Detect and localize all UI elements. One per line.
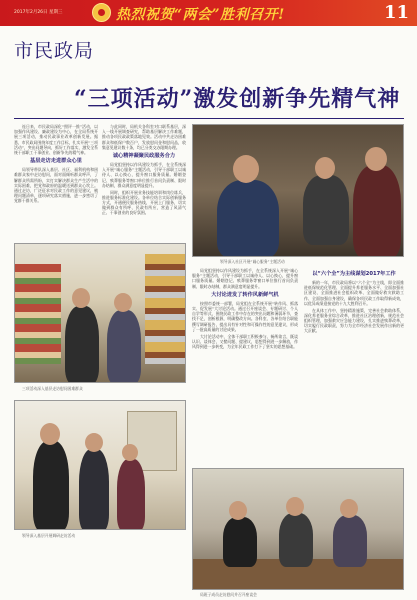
article-paragraph: 同时，组织开展业务技能培训和岗位练兵，推进服务标准化建设。各单位结合实际创新服务方式，开通便民服务热线，开展上门服务，切实做到群众有所呼、民政有所应，营造了风清气正、干事创业的良好氛围。: [102, 189, 186, 216]
section-title: 市民政局: [14, 40, 95, 62]
article-paragraph: 在具体工作中，坚持精准施策，完善社会救助体系，深化养老服务业综合改革，推进社区治理创新，规范社会组织管理，加强救灾应急能力建设，扎实推进殡葬改革，切实履行民政职责，努力为全市经济社会发展作出新的更大贡献。: [304, 307, 404, 334]
article-paragraph: 大讨论活动中，全体干部职工积极参与、畅所欲言，既谈认识、谈体会，又摆问题、提建议，思想得到进一步解放，作风得到进一步转变，为全年民政工作打下了坚实的思想基础。: [192, 333, 298, 349]
article-column-2: [102, 124, 186, 232]
subheading-1: 基层走访走进群众心里: [30, 158, 82, 165]
article-paragraph: 局领导带队深入基层、社区、福利机构和困难群众家中走访慰问，面对面倾听群众呼声，了解群众所需所盼，实打实解决群众生产生活中的实际困难，把党和政府的温暖送到群众心坎上。通过走访，广泛征求对民政工作的意见建议，梳理问题清单，逐项研究落实措施，进一步密切了党群干群关系。: [14, 167, 98, 204]
photo-caption: 领导深入社区开展“诚心服务”主题活动: [220, 259, 285, 264]
photo-caption: 三项活动深入基层走访慰问困难群众: [22, 386, 83, 391]
article-headline: “三项活动”激发创新争先精气神: [74, 86, 401, 112]
subheading-4: 以“六个全”为主线谋划2017年工作: [312, 271, 396, 277]
article-paragraph: 局党组坚持以作风建设为抓手，在全系统深入开展“诚心服务”主题活动，引导干部职工以诚待人、以心换心，提升窗口服务质量。婚姻登记、殡葬服务等窗口单位推行首问负责制、限时办结制，群众满意度明显提升。: [192, 268, 298, 289]
subheading-3: 大讨论迸发了转作风新鲜气机: [211, 291, 279, 298]
photo-store-visit: [14, 243, 186, 383]
photo-caption: 局班子成员走访慰问并召开座谈会: [200, 592, 257, 597]
article-column-1: [14, 124, 98, 236]
party-emblem-icon: [92, 3, 111, 22]
headline-divider: [14, 118, 404, 119]
article-paragraph: 局党组坚持以作风建设为抓手，在全系统深入开展“诚心服务”主题活动，引导干部职工以诚待人、以心换心，提升窗口服务质量。婚姻登记、殡葬服务等窗口单位推行首问负责制、限时办结制，群众满意度明显提升。: [102, 162, 186, 188]
article-paragraph: 新的一年，市民政局将以“六个全”为主线，即全面推进低保规范化管理、全面提升养老服务水平、全面加强社区建设、全面推进社会组织改革、全面做好救灾救助工作、全面加强自身建设，确保各项民政工作取得新成效，以优异成绩迎接党的十九大胜利召开。: [304, 280, 404, 306]
issue-date: 2017年2月26日 星期三: [14, 10, 63, 15]
photo-meeting: [192, 468, 404, 590]
article-paragraph: 按照市委统一部署，局党组在全系统开展“转作风、抓落实、促发展”大讨论活动。通过召开座谈会、专题研讨、个人自学等形式，围绕民政工作中存在的突出问题和薄弱环节，查找不足，剖析根源，明确整改方向。各科室、各单位结合职能撰写调研报告，提出具有针对性和可操作性的意见建议，形成了一批高质量的讨论成果。: [192, 300, 298, 332]
photo-community-visit: [14, 400, 186, 530]
photo-caption: 领导深入基层开展调研走访活动: [22, 533, 76, 538]
subheading-2: 诚心精神凝聚民政服务合力: [112, 153, 176, 160]
article-paragraph: 与此同时，局机关各科室对口联系基层，深入一线开展调查研究，帮助基层解决工作难题，推动各项民政政策落地见效。活动中共走访困难群众和低保户数百户，发放慰问金和慰问品，收集意见建议数十条，均已分类交办限期办理。: [102, 124, 186, 150]
article-intro: 连日来，市民政局深化“照评一推”活动，以加强作风建设、廉政建设为中心，在全局系统开展三项活动，推动民政事业改革创新发展。据悉，市民政局围绕年度工作目标，扎实开展“三项活动”，突出问题导向，抓好工作落实，激发全系统干部职工干事创业、创新争先的精气神。: [14, 124, 98, 156]
masthead-banner: [0, 0, 417, 26]
page-number: 11: [383, 2, 409, 23]
photo-visit-elderly: [192, 124, 404, 257]
banner-slogan: 热烈祝贺“两会”胜利召开!: [116, 7, 285, 23]
